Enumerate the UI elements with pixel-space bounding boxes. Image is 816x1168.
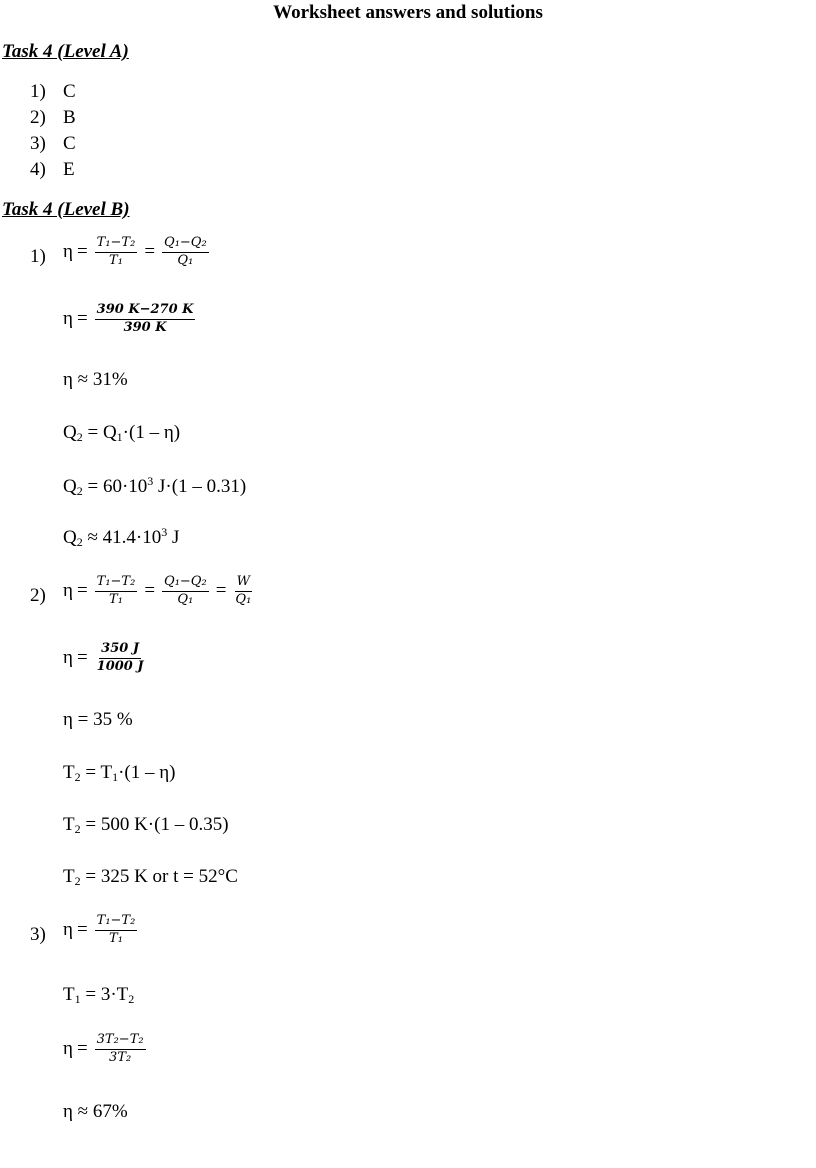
- fraction-denominator: T₁: [109, 252, 123, 268]
- value-fraction: [95, 1033, 146, 1066]
- equals-sign: =: [144, 241, 156, 263]
- equals-sign: =: [76, 308, 88, 330]
- fraction-denominator: 1000 J: [96, 658, 144, 674]
- fraction-denominator: T₁: [109, 591, 123, 607]
- equals-sign: =: [76, 580, 88, 602]
- answer-value: C: [63, 133, 76, 154]
- eta-symbol: η: [63, 308, 73, 330]
- problem-2-number: 2): [30, 585, 46, 606]
- problem-2-efficiency-formula: [63, 575, 256, 608]
- heat-fraction: [162, 575, 209, 608]
- temperature-fraction: [95, 575, 138, 608]
- fraction-numerator: 390 K−270 K: [95, 303, 196, 320]
- fraction-denominator: 390 K: [123, 319, 167, 335]
- fraction-numerator: W: [235, 575, 252, 592]
- fraction-numerator: Q₁−Q₂: [162, 575, 209, 592]
- problem-2-t2-result: $T_2 = 325$ K or t = 52°C: [63, 866, 238, 888]
- heat-fraction: [162, 236, 209, 269]
- fraction-numerator: Q₁−Q₂: [162, 236, 209, 253]
- equals-sign: =: [76, 241, 88, 263]
- problem-3-number: 3): [30, 924, 46, 945]
- eta-symbol: η: [63, 241, 73, 263]
- answer-number: 1): [30, 81, 46, 102]
- problem-2-substitution: [63, 642, 149, 675]
- level-a-heading: Task 4 (Level A): [2, 41, 129, 62]
- equals-sign: =: [215, 580, 227, 602]
- answer-value: E: [63, 159, 75, 180]
- answer-value: C: [63, 81, 76, 102]
- level-b-heading: Task 4 (Level B): [2, 199, 130, 220]
- fraction-numerator: T₁−T₂: [95, 575, 138, 592]
- problem-2-result: η = 35 %: [63, 709, 133, 730]
- problem-1-q2-substitution: $Q_2 = 60\cdot 10^3$ J·(1 – 0.31): [63, 474, 247, 498]
- equals-sign: =: [144, 580, 156, 602]
- answer-value: B: [63, 107, 76, 128]
- equals-sign: =: [76, 919, 88, 941]
- problem-1-result: η ≈ 31%: [63, 369, 128, 390]
- problem-3-substitution: [63, 1033, 149, 1066]
- answer-number: 3): [30, 133, 46, 154]
- equals-sign: =: [76, 647, 88, 669]
- problem-1-q2-formula: $Q_2 = Q_1\cdot(1 - \eta)$: [63, 422, 181, 444]
- temperature-fraction: [95, 914, 138, 947]
- fraction-numerator: T₁−T₂: [95, 236, 138, 253]
- fraction-numerator: 3T₂−T₂: [95, 1033, 146, 1050]
- work-fraction: [233, 575, 253, 608]
- answer-number: 2): [30, 107, 46, 128]
- eta-symbol: η: [63, 919, 73, 941]
- fraction-denominator: Q₁: [177, 252, 194, 268]
- fraction-denominator: T₁: [109, 930, 123, 946]
- fraction-numerator: T₁−T₂: [95, 914, 138, 931]
- fraction-denominator: 3T₂: [109, 1049, 132, 1065]
- problem-1-substitution: [63, 303, 198, 336]
- problem-3-t1-relation: $T_1 = 3\cdot T_2$: [63, 984, 135, 1006]
- problem-1-efficiency-formula: [63, 236, 212, 269]
- page-title: Worksheet answers and solutions: [273, 2, 543, 23]
- problem-1-number: 1): [30, 246, 46, 267]
- problem-1-q2-result: $Q_2 \approx 41.4\cdot 10^3$ J: [63, 525, 180, 549]
- eta-symbol: η: [63, 580, 73, 602]
- problem-3-efficiency-formula: [63, 914, 140, 947]
- temperature-fraction: [95, 236, 138, 269]
- fraction-numerator: 350 J: [99, 642, 141, 659]
- eta-symbol: η: [63, 1038, 73, 1060]
- problem-2-t2-formula: $T_2 = T_1\cdot(1 - \eta)$: [63, 762, 176, 784]
- value-fraction: [95, 303, 196, 336]
- problem-3-result: η ≈ 67%: [63, 1101, 128, 1122]
- eta-symbol: η: [63, 647, 73, 669]
- problem-2-t2-substitution: $T_2 = 500$ K·(1 – 0.35): [63, 814, 229, 836]
- fraction-denominator: Q₁: [177, 591, 194, 607]
- answer-number: 4): [30, 159, 46, 180]
- fraction-denominator: Q₁: [235, 591, 252, 607]
- equals-sign: =: [76, 1038, 88, 1060]
- value-fraction: [95, 642, 146, 675]
